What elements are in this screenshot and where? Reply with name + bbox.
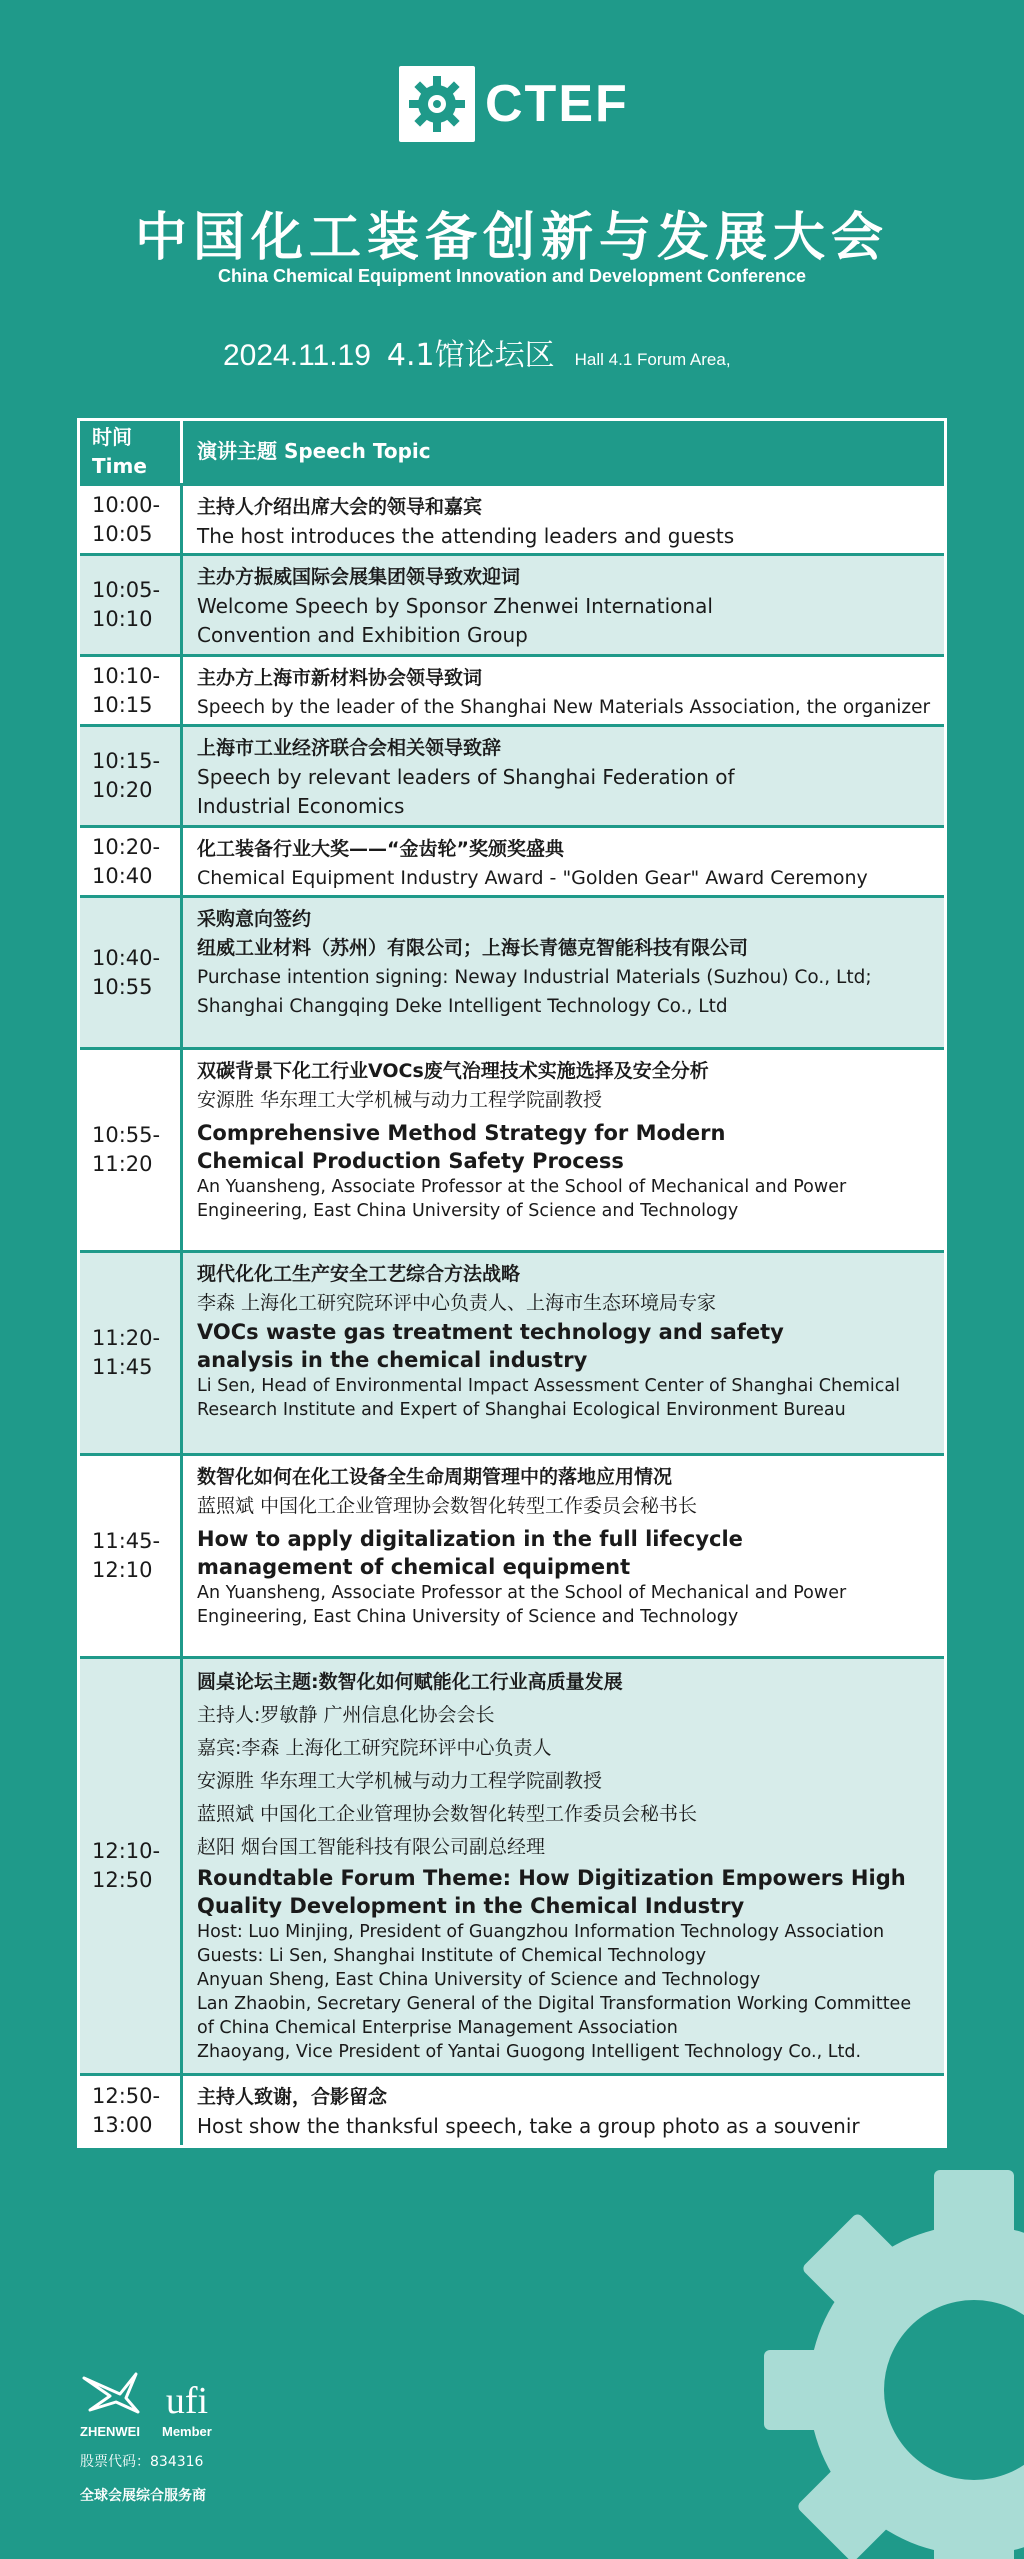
table-row (80, 895, 944, 1047)
header-time: 时间 Time (92, 425, 147, 478)
topic-cell (180, 727, 944, 825)
guest-cn: 赵阳 烟台国工智能科技有限公司副总经理 (197, 1836, 546, 1858)
time-cell: 10:10- 10:15 (92, 663, 161, 717)
venue-en: Hall 4.1 Forum Area, (574, 350, 731, 369)
topic-cn: 上海市工业经济联合会相关领导致辞 (197, 737, 502, 759)
topic-cell (180, 1050, 944, 1250)
ufi-member-label: Member (162, 2424, 212, 2439)
ufi-mark: ufi (165, 2380, 209, 2422)
time-cell: 11:45- 12:10 (92, 1529, 161, 1582)
service-tagline: 全球会展综合服务商 (80, 2488, 206, 2504)
topic-en: The host introduces the attending leaders and guests (197, 524, 735, 548)
topic-cn: 数智化如何在化工设备全生命周期管理中的落地应用情况 (197, 1466, 673, 1488)
guest-en: Guests: Li Sen, Shanghai Institute of Chemical Technology (197, 1946, 707, 1966)
topic-cn: 主办方振威国际会展集团领导致欢迎词 (197, 566, 521, 588)
page-title-en: China Chemical Equipment Innovation and Development Conference (217, 266, 807, 286)
ufi-logo (162, 2382, 212, 2439)
guest-cn: 嘉宾:李森 上海化工研究院环评中心负责人 (197, 1737, 552, 1759)
topic-cn-signing: 纽威工业材料（苏州）有限公司；上海长青德克智能科技有限公司 (197, 937, 749, 959)
zhenwei-bird-icon (80, 2370, 140, 2416)
time-cell: 10:00- 10:05 (92, 492, 161, 546)
header-topic: 演讲主题 Speech Topic (180, 421, 944, 483)
topic-cn: 主办方上海市新材料协会领导致词 (197, 667, 483, 689)
topic-cn: 化工装备行业大奖——“金齿轮”奖颁奖盛典 (197, 838, 564, 860)
guest-cn: 蓝照斌 中国化工企业管理协会数智化转型工作委员会秘书长 (197, 1803, 698, 1825)
table-row (80, 1250, 944, 1453)
logo-text: CTEF (485, 75, 629, 133)
topic-cn: 采购意向签约 (197, 908, 312, 930)
table-row (80, 724, 944, 825)
gear-decoration-icon (674, 2130, 1024, 2559)
table-row (80, 1453, 944, 1656)
venue-cn: 4.1馆论坛区 (386, 338, 555, 373)
time-cell: 10:40- 10:55 (92, 945, 161, 999)
topic-en-title: Roundtable Forum Theme: How Digitization Empowers High Quality Development in the Chemical Industry (197, 1866, 906, 1918)
date-venue (223, 330, 731, 374)
speaker-cn: 蓝照斌 中国化工企业管理协会数智化转型工作委员会秘书长 (197, 1495, 698, 1517)
topic-en-title: Comprehensive Method Strategy for Modern Chemical Production Safety Process (197, 1121, 726, 1173)
table-row (80, 654, 944, 724)
topic-cn: 圆桌论坛主题:数智化如何赋能化工行业高质量发展 (197, 1671, 623, 1693)
speaker-cn: 安源胜 华东理工大学机械与动力工程学院副教授 (197, 1089, 603, 1111)
guest-en: Anyuan Sheng, East China University of Science and Technology (197, 1970, 761, 1990)
table-row (80, 553, 944, 654)
table-row (80, 1047, 944, 1250)
time-cell: 11:20- 11:45 (92, 1326, 161, 1379)
ctef-logo (399, 66, 629, 142)
table-row (80, 483, 944, 553)
time-cell: 10:20- 10:40 (92, 834, 161, 888)
stock-code: 股票代码：834316 (80, 2454, 204, 2470)
schedule-table (77, 418, 947, 2148)
speaker-en: Li Sen, Head of Environmental Impact Assessment Center of Shanghai Chemical Research Institute and Expert of Shanghai Ecological Environment Bureau (197, 1376, 900, 1420)
zhenwei-logo (80, 2370, 140, 2439)
topic-en: Host show the thanksful speech, take a group photo as a souvenir (197, 2114, 860, 2138)
topic-en-title: How to apply digitalization in the full lifecycle management of chemical equipment (197, 1527, 743, 1579)
page-title-cn: 中国化工装备创新与发展大会 (134, 208, 889, 268)
guest-en: Lan Zhaobin, Secretary General of the Digital Transformation Working Committee of China Chemical Enterprise Management Association (197, 1994, 912, 2038)
time-cell: 12:10- 12:50 (92, 1839, 161, 1892)
time-cell: 12:50- 13:00 (92, 2083, 161, 2137)
host-en: Host: Luo Minjing, President of Guangzhou Information Technology Association (197, 1922, 885, 1942)
topic-en-title: VOCs waste gas treatment technology and safety analysis in the chemical industry (197, 1320, 784, 1372)
topic-en: Speech by relevant leaders of Shanghai Federation of Industrial Economics (197, 765, 735, 818)
time-cell: 10:55- 11:20 (92, 1123, 161, 1176)
speaker-en: An Yuansheng, Associate Professor at the School of Mechanical and Power Engineering, East China University of Science and Technology (197, 1583, 847, 1627)
speaker-cn: 李森 上海化工研究院环评中心负责人、上海市生态环境局专家 (197, 1292, 717, 1314)
topic-cn: 双碳背景下化工行业VOCs废气治理技术实施选择及安全分析 (197, 1060, 709, 1082)
topic-cell (180, 1253, 944, 1453)
topic-cell (180, 1659, 944, 2073)
time-cell: 10:05- 10:10 (92, 578, 161, 631)
topic-cell (180, 828, 944, 895)
guest-cn: 安源胜 华东理工大学机械与动力工程学院副教授 (197, 1770, 603, 1792)
topic-cell (180, 657, 944, 724)
topic-cn: 现代化化工生产安全工艺综合方法战略 (197, 1263, 521, 1285)
gear-logo-icon (399, 66, 475, 142)
time-cell: 10:15- 10:20 (92, 749, 161, 802)
speaker-en: An Yuansheng, Associate Professor at the School of Mechanical and Power Engineering, East China University of Science and Technology (197, 1177, 847, 1221)
zhenwei-label: ZHENWEI (80, 2424, 140, 2439)
topic-cell (180, 556, 944, 654)
table-row (80, 1656, 944, 2073)
event-date: 2024.11.19 (223, 339, 371, 372)
footer (80, 2370, 212, 2505)
table-header (80, 421, 944, 483)
host-cn: 主持人:罗敏静 广州信息化协会会长 (197, 1704, 495, 1726)
topic-cn: 主持人致谢，合影留念 (197, 2086, 388, 2108)
topic-cn: 主持人介绍出席大会的领导和嘉宾 (197, 496, 483, 518)
topic-en: Welcome Speech by Sponsor Zhenwei International Convention and Exhibition Group (197, 594, 713, 647)
topic-cell (180, 1456, 944, 1656)
brand-logos (80, 2370, 212, 2439)
table-row (80, 825, 944, 895)
topic-cell (180, 898, 944, 1047)
topic-en: Speech by the leader of the Shanghai New Materials Association, the organizer (197, 697, 931, 718)
topic-en: Purchase intention signing: Neway Industrial Materials (Suzhou) Co., Ltd; Shanghai Changqing Deke Intelligent Technology Co., Ltd (197, 967, 872, 1017)
guest-en: Zhaoyang, Vice President of Yantai Guogong Intelligent Technology Co., Ltd. (197, 2042, 862, 2062)
topic-cell (180, 486, 944, 553)
topic-en: Chemical Equipment Industry Award - "Golden Gear" Award Ceremony (197, 867, 868, 889)
